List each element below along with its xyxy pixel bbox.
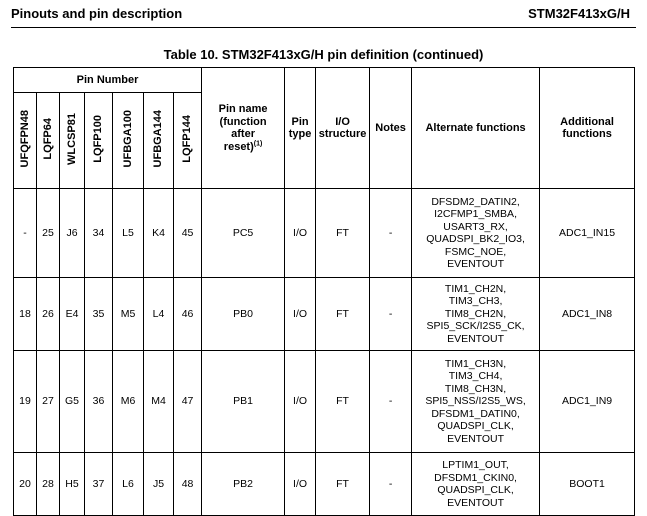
pin-number-cell: 37 (85, 453, 113, 516)
pin-name-header-line4: reset) (223, 140, 254, 153)
additional-functions-cell: ADC1_IN8 (540, 278, 635, 351)
table-row (14, 351, 635, 453)
alternate-function-item: LPTIM1_OUT, (442, 459, 509, 471)
package-header: UFBGA100 (113, 93, 144, 189)
pin-name-header-line3: after (231, 128, 255, 140)
io-structure-cell: FT (316, 351, 370, 453)
pin-name-cell: PB0 (202, 278, 285, 351)
pin-number-cell: G5 (60, 351, 85, 453)
package-header: LQFP100 (85, 93, 113, 189)
additional-header-line1: Additional (560, 115, 614, 128)
alternate-function-item: FSMC_NOE, (444, 245, 507, 258)
pin-number-cell: M4 (144, 351, 174, 453)
notes-cell: - (370, 453, 412, 516)
pin-number-cell: 35 (85, 278, 113, 351)
table-body (14, 189, 635, 516)
additional-functions-cell: BOOT1 (540, 453, 635, 516)
pin-type-header-line1: Pin (291, 115, 309, 128)
pin-number-cell: 48 (174, 453, 202, 516)
alternate-function-item: TIM3_CH4, (448, 370, 503, 383)
pin-type-cell: I/O (285, 278, 316, 351)
alternate-function-item: TIM1_CH2N, (444, 282, 507, 295)
pin-number-cell: 47 (174, 351, 202, 453)
pin-number-cell: 34 (85, 189, 113, 278)
table-row (14, 453, 635, 516)
alternate-function-item: TIM8_CH3N, (444, 382, 507, 395)
alternate-functions-cell (412, 278, 540, 351)
page-header (11, 0, 636, 28)
pin-type-cell: I/O (285, 351, 316, 453)
table-caption: Table 10. STM32F413xG/H pin definition (continued) (163, 47, 484, 62)
pin-number-cell: J5 (144, 453, 174, 516)
pin-number-cell: 36 (85, 351, 113, 453)
pin-number-cell: 25 (37, 189, 60, 278)
pin-number-cell: K4 (144, 189, 174, 278)
document-part-number: STM32F413xG/H (528, 6, 630, 21)
footnote-ref: (1) (253, 139, 263, 147)
package-header: UFQFPN48 (14, 93, 37, 189)
alternate-function-item: EVENTOUT (447, 496, 505, 509)
alternate-function-item: EVENTOUT (447, 432, 505, 445)
alternate-function-item: QUADSPI_CLK, (437, 484, 514, 496)
io-structure-header (316, 68, 370, 189)
pin-number-header: Pin Number (14, 68, 202, 93)
alternate-function-item: QUADSPI_BK2_IO3, (426, 233, 525, 245)
pin-type-cell: I/O (285, 189, 316, 278)
pin-number-cell: - (14, 189, 37, 278)
alternate-function-item: SPI5_NSS/I2S5_WS, (425, 395, 526, 408)
pin-name-header-line1: Pin name (218, 103, 268, 115)
alternate-function-item: QUADSPI_CLK, (437, 420, 514, 433)
pin-name-cell: PB2 (202, 453, 285, 516)
alternate-functions-cell (412, 351, 540, 453)
pin-number-cell: L4 (144, 278, 174, 351)
alternate-function-item: TIM3_CH3, (448, 295, 503, 308)
pin-number-cell: 45 (174, 189, 202, 278)
pin-number-cell: 18 (14, 278, 37, 351)
additional-header-line2: functions (562, 128, 612, 140)
package-header: LQFP144 (174, 93, 202, 189)
io-structure-cell: FT (316, 278, 370, 351)
pin-number-cell: 27 (37, 351, 60, 453)
pin-type-header-line2: type (288, 128, 312, 140)
additional-functions-header (540, 68, 635, 189)
pin-name-header (202, 68, 285, 189)
alternate-function-item: I2CFMP1_SMBA, (434, 208, 517, 220)
pin-number-cell: J6 (60, 189, 85, 278)
alternate-function-item: USART3_RX, (443, 220, 508, 233)
header-row-1 (14, 68, 635, 93)
io-header-line1: I/O (335, 115, 350, 128)
alternate-functions-cell (412, 453, 540, 516)
alternate-function-item: DFSDM1_CKIN0, (434, 471, 517, 484)
package-header: WLCSP81 (60, 93, 85, 189)
notes-cell: - (370, 351, 412, 453)
pin-number-cell: 28 (37, 453, 60, 516)
pin-type-cell: I/O (285, 453, 316, 516)
pin-name-cell: PC5 (202, 189, 285, 278)
alternate-function-item: EVENTOUT (447, 258, 505, 270)
package-header: LQFP64 (37, 93, 60, 189)
additional-functions-cell: ADC1_IN15 (540, 189, 635, 278)
pin-number-cell: 20 (14, 453, 37, 516)
table-row (14, 189, 635, 278)
pin-number-cell: H5 (60, 453, 85, 516)
notes-header: Notes (370, 68, 412, 189)
alternate-function-item: TIM8_CH2N, (444, 307, 507, 320)
io-structure-cell: FT (316, 189, 370, 278)
pin-definition-table (13, 67, 635, 516)
alternate-function-item: EVENTOUT (447, 332, 505, 345)
pin-type-header (285, 68, 316, 189)
alternate-function-item: TIM1_CH3N, (444, 357, 507, 370)
io-header-line2: structure (318, 128, 367, 140)
alternate-function-item: DFSDM1_DATIN0, (431, 407, 520, 420)
package-header: UFBGA144 (144, 93, 174, 189)
alternate-function-item: DFSDM2_DATIN2, (431, 195, 520, 208)
additional-functions-cell: ADC1_IN9 (540, 351, 635, 453)
notes-cell: - (370, 278, 412, 351)
alternate-functions-cell (412, 189, 540, 278)
io-structure-cell: FT (316, 453, 370, 516)
pin-number-cell: E4 (60, 278, 85, 351)
pin-number-cell: 46 (174, 278, 202, 351)
section-title: Pinouts and pin description (11, 6, 183, 21)
alternate-function-item: SPI5_SCK/I2S5_CK, (426, 320, 525, 333)
pin-number-cell: 26 (37, 278, 60, 351)
pin-number-cell: M6 (113, 351, 144, 453)
notes-cell: - (370, 189, 412, 278)
pin-number-cell: L6 (113, 453, 144, 516)
pin-name-header-line2: (function (219, 115, 267, 128)
alternate-functions-header: Alternate functions (412, 68, 540, 189)
pin-name-cell: PB1 (202, 351, 285, 453)
pin-number-cell: L5 (113, 189, 144, 278)
table-row (14, 278, 635, 351)
pin-number-cell: M5 (113, 278, 144, 351)
pin-number-cell: 19 (14, 351, 37, 453)
